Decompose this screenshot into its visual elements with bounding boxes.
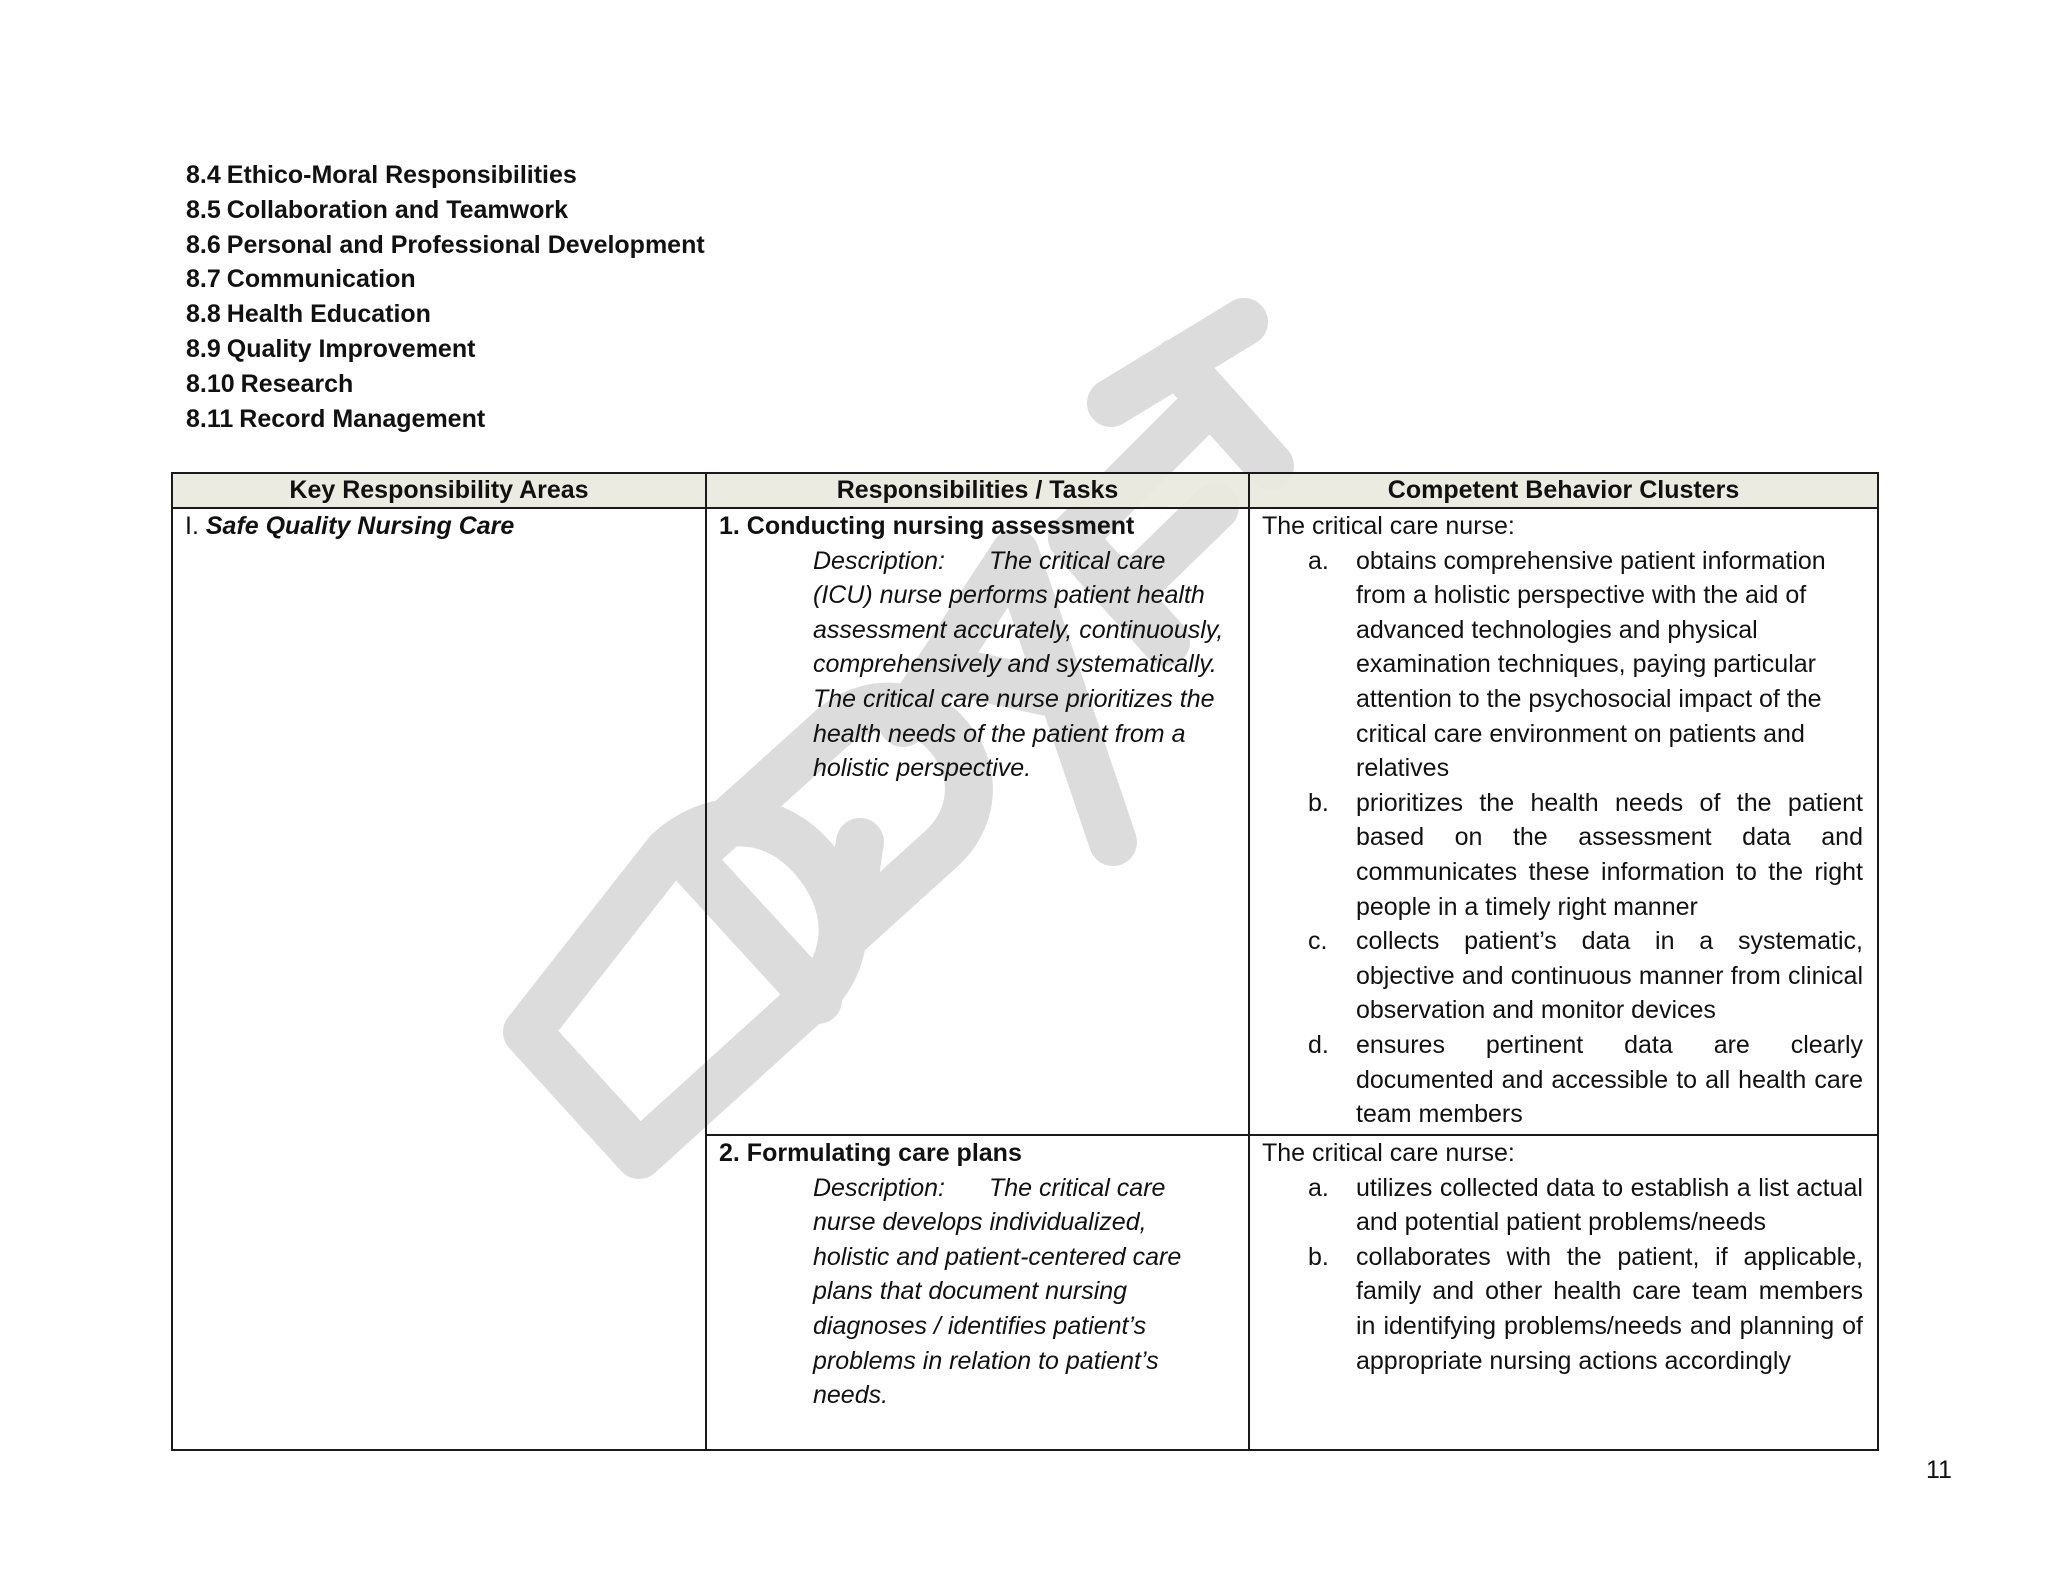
section-label: Collaboration and Teamwork bbox=[226, 195, 569, 224]
behavior-item bbox=[1262, 544, 1865, 786]
section-number: 8.8 bbox=[186, 300, 221, 329]
responsibility-table bbox=[171, 472, 1879, 1451]
behavior-label: a. bbox=[1308, 1173, 1329, 1202]
behavior-intro: The critical care nurse: bbox=[1262, 1139, 1515, 1167]
behavior-item bbox=[1262, 924, 1865, 1028]
section-number: 8.6 bbox=[186, 230, 221, 259]
table-row bbox=[172, 508, 1878, 1135]
column-header-behaviors: Competent Behavior Clusters bbox=[1249, 473, 1878, 508]
section-label: Research bbox=[240, 369, 354, 398]
behavior-label: c. bbox=[1308, 927, 1328, 956]
behavior-intro: The critical care nurse: bbox=[1262, 512, 1515, 540]
section-number: 8.4 bbox=[186, 161, 221, 189]
behavior-cell bbox=[1249, 1135, 1878, 1450]
behavior-text: prioritizes the health needs of the patient based on the assessment data and communicates these information to the right people in a timely right manner bbox=[1356, 788, 1863, 921]
behavior-list bbox=[1262, 544, 1865, 1132]
section-item bbox=[186, 158, 705, 193]
table-header-row bbox=[172, 473, 1878, 508]
column-header-tasks: Responsibilities / Tasks bbox=[706, 473, 1249, 508]
behavior-label: b. bbox=[1308, 1242, 1329, 1271]
description-text: The critical care (ICU) nurse performs patient health assessment accurately, continuously, comprehensively and systematically. The critical care nurse prioritizes the health needs of the patient from a holistic perspective. bbox=[813, 546, 1224, 783]
description-text: The critical care nurse develops individualized, holistic and patient-centered care plans that document nursing diagnoses / identifies patient’s problems in relation to patient’s needs. bbox=[813, 1173, 1182, 1410]
behavior-item bbox=[1262, 786, 1865, 924]
description-label: Description: bbox=[813, 546, 945, 575]
behavior-label: b. bbox=[1308, 788, 1329, 817]
task-cell bbox=[706, 1135, 1249, 1450]
behavior-text: obtains comprehensive patient information from a holistic perspective with the aid of advanced technologies and physical examination techniques, paying particular attention to the psychosocial impact of the critical care environment on patients and relatives bbox=[1356, 546, 1826, 783]
section-label: Ethico-Moral Responsibilities bbox=[226, 161, 577, 189]
section-item bbox=[186, 367, 705, 402]
section-number: 8.7 bbox=[186, 265, 221, 294]
section-item bbox=[186, 262, 705, 297]
behavior-text: collaborates with the patient, if applicable, family and other health care team members in identifying problems/needs and planning of appropriate nursing actions accordingly bbox=[1356, 1242, 1863, 1375]
section-label: Personal and Professional Development bbox=[226, 230, 705, 259]
section-item bbox=[186, 193, 705, 228]
section-label: Record Management bbox=[239, 404, 486, 433]
behavior-text: collects patient’s data in a systematic, objective and continuous manner from clinical observation and monitor devices bbox=[1356, 927, 1863, 1025]
task-description bbox=[719, 1171, 1236, 1413]
section-number: 8.9 bbox=[186, 334, 221, 363]
section-number: 8.10 bbox=[186, 369, 235, 398]
behavior-label: a. bbox=[1308, 546, 1329, 575]
task-description bbox=[719, 544, 1236, 786]
behavior-label: d. bbox=[1308, 1030, 1329, 1059]
behavior-cell bbox=[1249, 508, 1878, 1135]
section-item bbox=[186, 228, 705, 263]
section-label: Health Education bbox=[226, 300, 431, 329]
section-item bbox=[186, 297, 705, 332]
section-label: Quality Improvement bbox=[226, 334, 476, 363]
description-label: Description: bbox=[813, 1173, 945, 1202]
key-area-cell bbox=[172, 508, 706, 1450]
section-item bbox=[186, 402, 705, 437]
area-roman-numeral: I. bbox=[185, 512, 199, 540]
behavior-text: utilizes collected data to establish a list actual and potential patient problems/needs bbox=[1356, 1173, 1863, 1237]
behavior-item bbox=[1262, 1171, 1865, 1240]
section-label: Communication bbox=[226, 265, 416, 294]
area-title: Safe Quality Nursing Care bbox=[205, 512, 515, 540]
behavior-item bbox=[1262, 1028, 1865, 1132]
task-cell bbox=[706, 508, 1249, 1135]
section-item bbox=[186, 332, 705, 367]
section-number: 8.5 bbox=[186, 195, 221, 224]
behavior-text: ensures pertinent data are clearly documented and accessible to all health care team members bbox=[1356, 1030, 1863, 1129]
behavior-list bbox=[1262, 1171, 1865, 1379]
section-list bbox=[186, 158, 705, 436]
task-title: 2. Formulating care plans bbox=[719, 1139, 1022, 1167]
task-title: 1. Conducting nursing assessment bbox=[719, 512, 1135, 540]
section-number: 8.11 bbox=[186, 404, 234, 433]
behavior-item bbox=[1262, 1240, 1865, 1378]
page-number: 11 bbox=[1926, 1456, 1952, 1484]
column-header-key-areas: Key Responsibility Areas bbox=[172, 473, 706, 508]
